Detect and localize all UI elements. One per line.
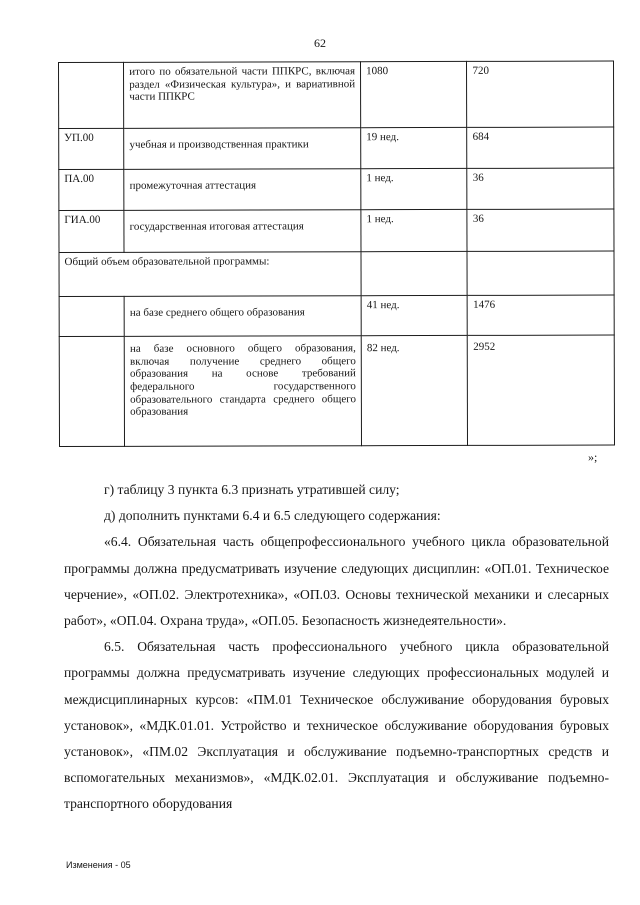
footer-note: Изменения - 05 — [66, 860, 131, 870]
row-hours — [467, 251, 614, 295]
row-code — [59, 336, 125, 446]
table-row — [59, 295, 614, 336]
table-row — [59, 61, 614, 128]
row-weeks: 1 нед. — [361, 168, 467, 209]
table-row — [59, 251, 614, 296]
row-code — [59, 62, 124, 128]
total-label: Общий объем образовательной программы: — [59, 252, 361, 297]
row-code — [59, 296, 124, 336]
row-code: ПА.00 — [59, 169, 124, 210]
page-number: 62 — [314, 36, 326, 50]
row-hours: 684 — [467, 127, 614, 168]
row-name: государственная итоговая аттестация — [124, 210, 361, 253]
closing-quote: »; — [588, 450, 598, 464]
row-name: итого по обязательной части ППКРС, включая раздел «Физическая культура», и вариативной части ППКРС — [124, 62, 361, 129]
table-row — [59, 127, 614, 169]
row-hours: 36 — [467, 168, 614, 209]
row-code: УП.00 — [59, 128, 124, 169]
row-hours: 720 — [467, 61, 614, 127]
row-weeks: 1 нед. — [361, 209, 467, 251]
paragraph-d: д) дополнить пунктами 6.4 и 6.5 следующего содержания: — [104, 508, 441, 524]
programme-table — [58, 61, 615, 447]
row-weeks: 41 нед. — [361, 295, 467, 335]
paragraph-g: г) таблицу 3 пункта 6.3 признать утратившей силу; — [104, 482, 400, 497]
row-code: ГИА.00 — [59, 210, 124, 252]
row-name: на базе основного общего образования, включая получение среднего общего образования на основе требований федерального государственного образовательного стандарта среднего общего образования — [124, 336, 361, 447]
row-hours: 36 — [467, 209, 614, 251]
row-weeks: 19 нед. — [361, 127, 467, 168]
row-hours: 1476 — [468, 295, 615, 335]
body-text — [64, 477, 609, 818]
row-weeks: 82 нед. — [361, 335, 468, 445]
row-name: промежуточная аттестация — [124, 169, 361, 211]
row-weeks — [361, 251, 467, 295]
table-row — [59, 209, 614, 252]
table-row — [59, 335, 614, 446]
paragraph-6-4: «6.4. Обязательная часть общепрофессионального учебного цикла образовательной программы должна предусматривать изучение следующих дисциплин: «ОП.01. Техническое черчение», «ОП.02. Электротехника», «ОП.03. Основы технической механики и слесарных работ», «ОП.04. Охрана труда», «ОП.05. Безопасность жизнедеятельности». — [64, 534, 609, 629]
row-hours: 2952 — [468, 335, 615, 445]
table-row — [59, 168, 614, 210]
row-name: учебная и производственная практики — [124, 128, 361, 170]
paragraph-6-5: 6.5. Обязательная часть профессионального учебного цикла образовательной программы должна предусматривать изучение следующих профессиональных модулей и междисциплинарных курсов: «ПМ.01 Техническое обслуживание оборудования буровых установок», «МДК.01.01. Устройство и техническое обслуживание оборудования буровых установок», «ПМ.02 Эксплуатация и обслуживание подъемно-транспортных средств и вспомогательных механизмов», «МДК.02.01. Эксплуатация и обслуживание подъемно-транспортного оборудования — [64, 639, 609, 812]
row-name: на базе среднего общего образования — [124, 296, 361, 337]
row-weeks: 1080 — [361, 61, 468, 127]
